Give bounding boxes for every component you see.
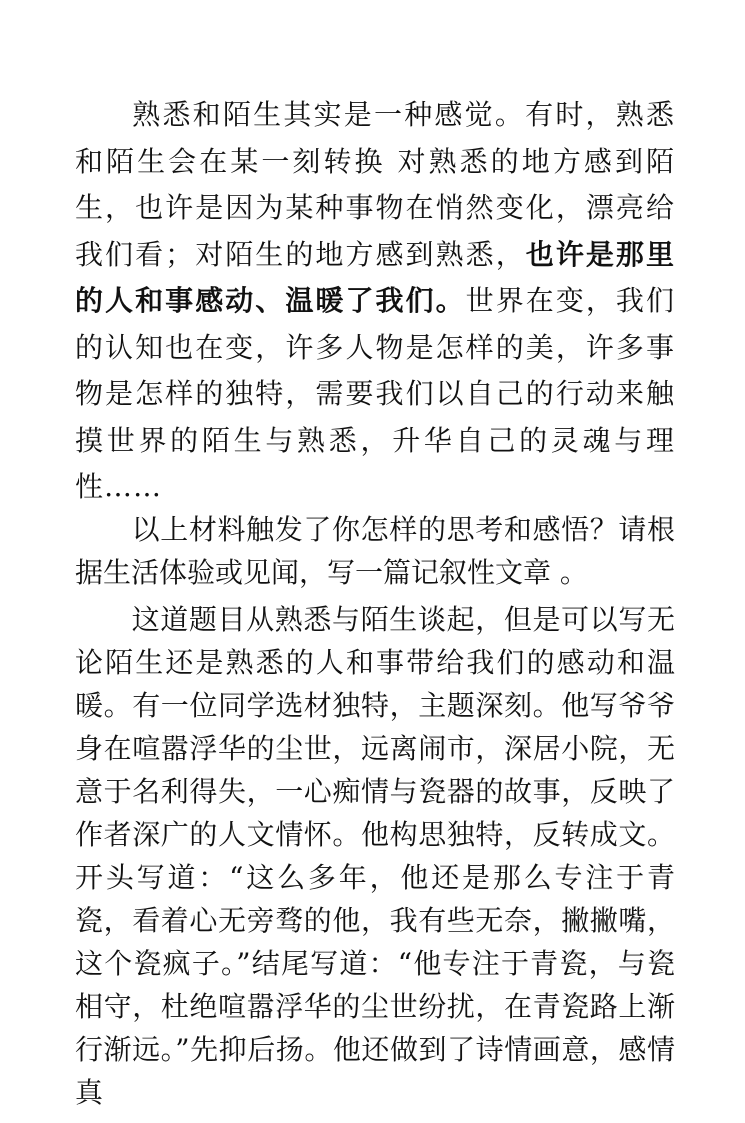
material-text-bold: 也许是那里的人和事感动、温暖了我们。 xyxy=(75,237,675,317)
prompt-text: 以上材料触发了你怎样的思考和感悟？请根据生活体验或见闻，写一篇记叙性文章 。 xyxy=(75,513,675,589)
commentary-paragraph xyxy=(75,598,675,1114)
commentary-text: 这道题目从熟悉与陌生谈起，但是可以写无论陌生还是熟悉的人和事带给我们的感动和温暖。有一位同学选材独特，主题深刻。他写爷爷身在喧嚣浮华的尘世，远离闹市，深居小院，无意于名利得失，一心痴情与瓷器的故事，反映了作者深广的人文情怀。他构思独特，反转成文。开头写道：“这么多年，他还是那么专注于青瓷，看着心无旁骛的他，我有些无奈，撇撇嘴，这个瓷疯子。”结尾写道：“他专注于青瓷，与瓷相守，杜绝喧嚣浮华的尘世纷扰，在青瓷路上渐行渐远。”先抑后扬。他还做到了诗情画意，感情真 xyxy=(75,603,675,1109)
material-text-start: 熟悉和陌生其实是一种感觉。有时，熟悉和陌生会在某一刻转换 对熟悉的地方感到陌生，也许是因为某种事物在悄然变化，漂亮给我们看；对陌生的地方感到熟悉， xyxy=(75,98,675,271)
prompt-paragraph xyxy=(75,508,675,594)
material-text-end: 世界在变，我们的认知也在变，许多人物是怎样的美，许多事物是怎样的独特，需要我们以自己的行动来触摸世界的陌生与熟悉，升华自己的灵魂与理性…… xyxy=(75,284,675,503)
material-paragraph xyxy=(75,92,675,511)
